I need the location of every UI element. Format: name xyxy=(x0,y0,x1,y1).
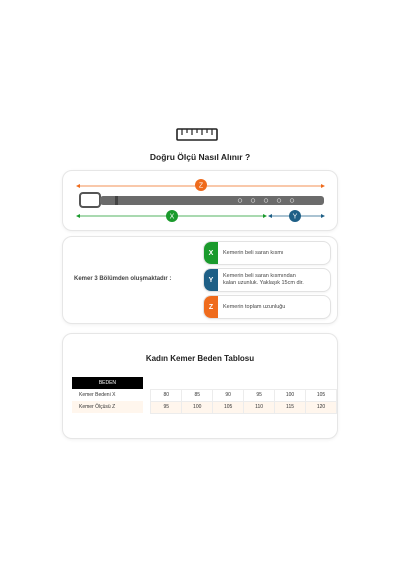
belt-diagram-card xyxy=(62,170,338,231)
size-table-title: Kadın Kemer Beden Tablosu xyxy=(145,354,255,363)
y-badge-label: Y xyxy=(292,213,298,221)
table-cell: 120 xyxy=(306,401,337,413)
belt-shape xyxy=(80,193,324,207)
part-z xyxy=(203,295,331,319)
part-z-badge: Z xyxy=(204,296,218,318)
table-cell: 100 xyxy=(182,401,213,413)
part-z-text: Kemerin toplam uzunluğu xyxy=(223,303,286,310)
part-y-text: Kemerin beli saran kısmından kalan uzunluk. Yaklaşık 15cm dir. xyxy=(223,273,304,286)
part-y xyxy=(203,268,331,292)
part-x-badge: X xyxy=(204,242,218,264)
row-label-x: Kemer Bedeni X xyxy=(79,392,116,398)
parts-label: Kemer 3 Bölümden oluşmaktadır : xyxy=(74,276,172,282)
table-cell: 110 xyxy=(244,401,275,413)
belt-diagram xyxy=(63,171,339,232)
table-row xyxy=(72,389,337,401)
table-header-row xyxy=(72,377,337,389)
table-cell: 115 xyxy=(275,401,306,413)
table-cell: 90 xyxy=(213,389,244,401)
part-y-badge: Y xyxy=(204,269,218,291)
table-header-beden: BEDEN xyxy=(72,377,143,389)
table-cell: 105 xyxy=(306,389,337,401)
table-cell: 80 xyxy=(151,389,182,401)
belt-parts-card xyxy=(62,236,338,324)
table-cell: 85 xyxy=(182,389,213,401)
row-label-z: Kemer Ölçüsü Z xyxy=(72,401,143,413)
table-cell: 95 xyxy=(151,401,182,413)
table-cell: 95 xyxy=(244,389,275,401)
size-table xyxy=(72,377,337,414)
z-badge-label: Z xyxy=(198,182,204,190)
part-x-text: Kemerin beli saran kısmı xyxy=(223,249,284,256)
ruler-icon xyxy=(176,128,218,141)
size-table-card xyxy=(62,333,338,439)
page-title: Doğru Ölçü Nasıl Alınır ? xyxy=(149,152,251,162)
table-cell: 100 xyxy=(275,389,306,401)
table-cell: 105 xyxy=(213,401,244,413)
table-row xyxy=(72,401,337,413)
x-badge-label: X xyxy=(169,213,175,221)
part-x xyxy=(203,241,331,265)
